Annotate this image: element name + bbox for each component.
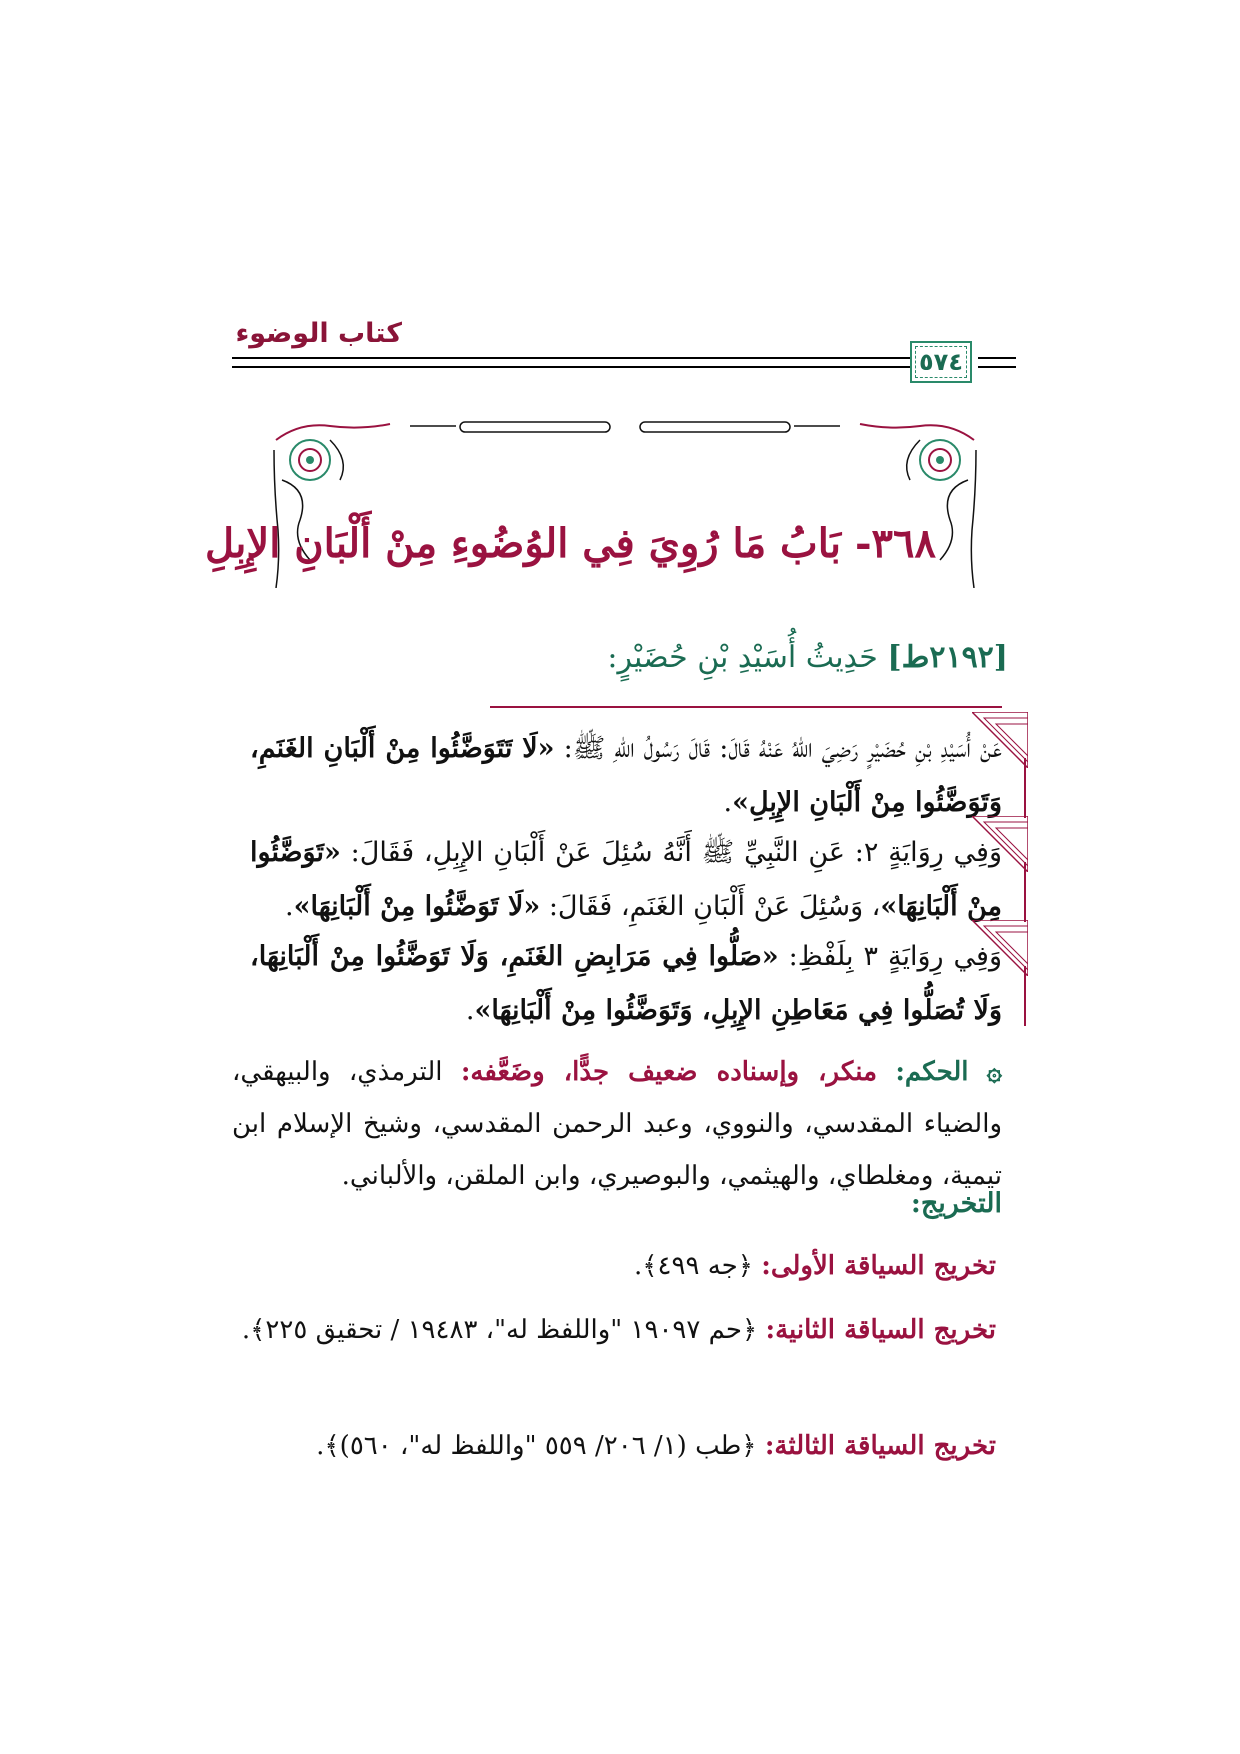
narration-lead: وَفِي رِوَايَةٍ ٣ بِلَفْظِ: xyxy=(778,941,1002,972)
narration-tail: . xyxy=(285,891,294,922)
page-number: ٥٧٤ xyxy=(919,348,963,376)
side-rule xyxy=(1024,966,1026,1026)
corner-ornament-icon xyxy=(972,816,1028,872)
narration-mid: ، وَسُئِلَ عَنْ أَلْبَانِ الغَنَمِ، فَقَالَ: xyxy=(540,891,881,922)
takhrij-line xyxy=(232,1304,996,1356)
ruling-paragraph xyxy=(232,1046,1002,1202)
flower-icon: ۞ xyxy=(986,1057,1003,1087)
narration-quote-2: «لَا تَوَضَّئُوا مِنْ أَلْبَانِهَا» xyxy=(293,891,541,922)
takhrij-text: ﴿حم ١٩٠٩٧ "واللفظ له"، ١٩٤٨٣ / تحقيق ٢٢٥﴾. xyxy=(241,1315,758,1345)
header-rule-right xyxy=(978,357,1016,368)
narration-quote: «لَا تَتَوَضَّئُوا مِنْ أَلْبَانِ الغَنَمِ، وَتَوَضَّئُوا مِنْ أَلْبَانِ الإِبِلِ» xyxy=(250,733,1002,818)
narration-tail: . xyxy=(465,995,475,1026)
ruling-verdict: منكر، وإسناده ضعيف جدًّا، وضَعَّفه: xyxy=(460,1057,878,1087)
running-header xyxy=(232,318,402,349)
corner-ornament-icon xyxy=(972,920,1028,976)
hadith-number: [٢١٩٢ط] xyxy=(887,640,1008,675)
narration-tail: . xyxy=(723,787,733,818)
narration-text xyxy=(250,826,1002,934)
takhrij-text: ﴿جه ٤٩٩﴾. xyxy=(634,1251,753,1281)
ruling-label: الحكم: xyxy=(895,1057,969,1087)
narration-block xyxy=(250,722,1002,830)
takhrij-label: تخريج السياقة الثانية: xyxy=(765,1315,996,1345)
heading-rule xyxy=(490,706,1002,708)
narration-quote: «صَلُّوا فِي مَرَابِضِ الغَنَمِ، وَلَا تَوَضَّئُوا مِنْ أَلْبَانِهَا، وَلَا تُصَلُّوا فِي مَعَاطِنِ الإِبِلِ، وَتَوَضَّئُوا مِنْ أَلْبَانِهَا» xyxy=(250,941,1002,1026)
ruling-text: الترمذي، والبيهقي، والضياء المقدسي، والنووي، وعبد الرحمن المقدسي، وشيخ الإسلام ابن تيمية، ومغلطاي، والهيثمي، والبوصيري، وابن الملقن، والألباني. xyxy=(232,1057,1002,1191)
hadith-heading xyxy=(607,640,1008,675)
corner-ornament-icon xyxy=(972,712,1028,768)
takhrij-text: ﴿طب (١/ ٢٠٦/ ٥٥٩ "واللفظ له"، ٥٦٠)﴾. xyxy=(316,1431,757,1461)
chapter-title: ٣٦٨- بَابُ مَا رُوِيَ فِي الوُضُوءِ مِنْ أَلْبَانِ الإِبِلِ xyxy=(204,520,936,567)
narration-lead: عَنْ أُسَيْدِ بْنِ حُضَيْرٍ رَضِيَ اللهُ عَنْهُ قَالَ: قَالَ رَسُولُ اللهِ ﷺ: xyxy=(554,733,1002,764)
takhrij-label: تخريج السياقة الأولى: xyxy=(761,1251,996,1281)
takhrij-heading: التخريج: xyxy=(910,1188,1002,1219)
header-rule-left xyxy=(232,357,966,368)
takhrij-line xyxy=(232,1240,996,1292)
narration-text xyxy=(250,930,1002,1038)
hadith-title: حَدِيثُ أُسَيْدِ بْنِ حُضَيْرٍ: xyxy=(607,640,878,675)
top-bars-icon xyxy=(410,422,840,432)
narration-lead: وَفِي رِوَايَةٍ ٢: عَنِ النَّبِيِّ ﷺ أَنَّهُ سُئِلَ عَنْ أَلْبَانِ الإِبِلِ، فَقَالَ: xyxy=(340,837,1002,868)
narration-text xyxy=(250,722,1002,830)
narration-block xyxy=(250,826,1002,934)
takhrij-label: تخريج السياقة الثالثة: xyxy=(764,1431,996,1461)
narration-block xyxy=(250,930,1002,1038)
book-title: كتاب الوضوء xyxy=(235,318,402,349)
side-rule xyxy=(1024,758,1026,818)
narration-quote: «تَوَضَّئُوا مِنْ أَلْبَانِهَا» xyxy=(250,837,1002,922)
side-rule xyxy=(1024,862,1026,922)
page-number-badge xyxy=(910,341,972,383)
takhrij-line xyxy=(232,1420,996,1472)
